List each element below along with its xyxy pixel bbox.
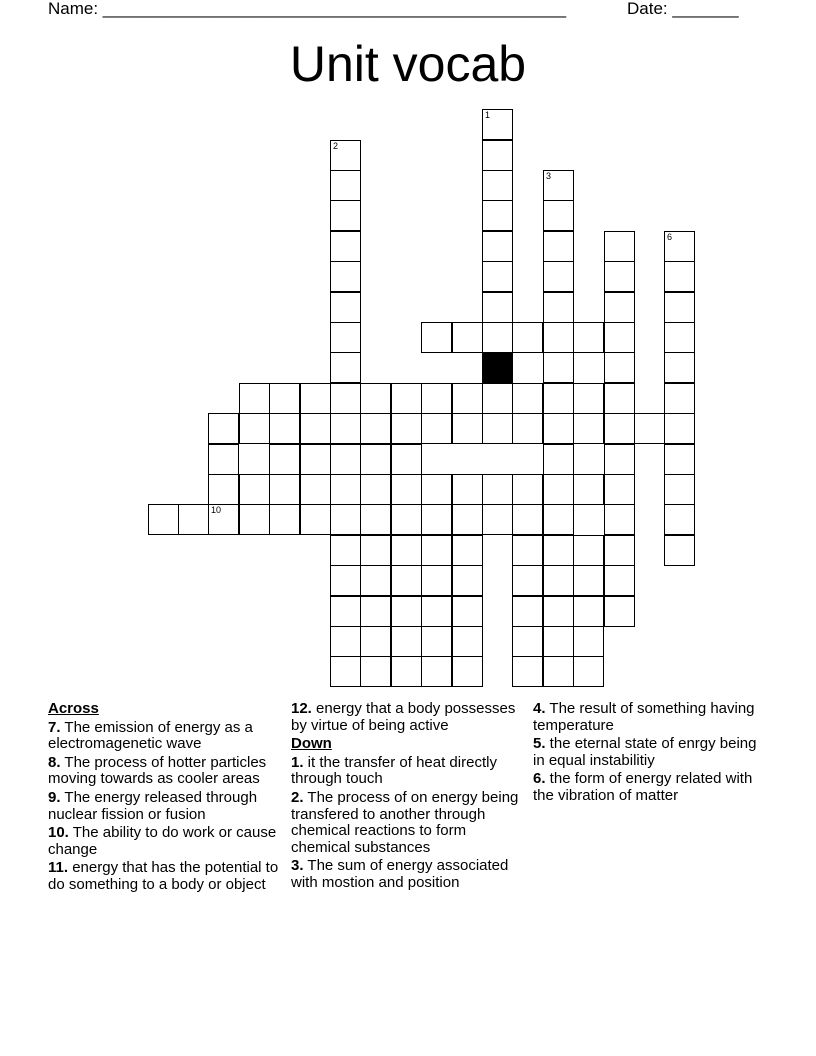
- grid-cell[interactable]: [664, 352, 695, 383]
- grid-cell[interactable]: [482, 504, 513, 535]
- clue-number-label: 1: [485, 110, 491, 120]
- grid-cell[interactable]: [269, 444, 300, 475]
- grid-cell[interactable]: [330, 292, 361, 323]
- clue-across-8: [48, 755, 280, 788]
- clue-number: 1.: [291, 753, 304, 771]
- clue-number-label: 2: [333, 141, 339, 151]
- grid-cell[interactable]: [512, 565, 543, 596]
- grid-cell[interactable]: [573, 626, 604, 657]
- grid-cell[interactable]: [391, 504, 422, 535]
- grid-cell[interactable]: [208, 504, 239, 535]
- grid-cell[interactable]: [543, 444, 574, 475]
- grid-cell[interactable]: [664, 444, 695, 475]
- clue-number: 6.: [533, 770, 546, 788]
- grid-cell[interactable]: [330, 140, 361, 171]
- clue-across-11: [48, 860, 280, 893]
- clue-text: the form of energy related with the vibration of matter: [533, 770, 753, 804]
- clue-down-6: [533, 771, 765, 804]
- grid-cell[interactable]: [604, 504, 635, 535]
- grid-cell[interactable]: [482, 109, 513, 140]
- grid-cell[interactable]: [512, 474, 543, 505]
- grid-cell[interactable]: [269, 504, 300, 535]
- grid-cell[interactable]: [178, 504, 209, 535]
- grid-cell[interactable]: [543, 200, 574, 231]
- clue-number: 9.: [48, 788, 61, 806]
- clue-number-label: 10: [211, 505, 222, 515]
- grid-cell[interactable]: [664, 413, 695, 444]
- grid-cell[interactable]: [208, 413, 239, 444]
- grid-cell[interactable]: [482, 322, 513, 353]
- grid-cell[interactable]: [452, 383, 483, 414]
- grid-cell[interactable]: [452, 322, 483, 353]
- grid-cell[interactable]: [391, 474, 422, 505]
- grid-cell[interactable]: [664, 383, 695, 414]
- grid-cell[interactable]: [330, 626, 361, 657]
- grid-cell[interactable]: [421, 474, 452, 505]
- clues-column-2: [291, 701, 523, 894]
- clue-number: 7.: [48, 718, 61, 736]
- down-heading: Down: [291, 735, 332, 753]
- clue-number: 5.: [533, 735, 546, 753]
- grid-cell[interactable]: [391, 444, 422, 475]
- clue-text: the eternal state of enrgy being in equal instabilitiy: [533, 735, 757, 769]
- grid-cell[interactable]: [300, 444, 331, 475]
- name-field-label[interactable]: Name: _________________________________________________: [48, 0, 567, 18]
- grid-cell[interactable]: [482, 383, 513, 414]
- grid-cell[interactable]: [330, 444, 361, 475]
- grid-cell[interactable]: [512, 656, 543, 687]
- clue-number: 4.: [533, 700, 546, 717]
- grid-cell[interactable]: [391, 535, 422, 566]
- grid-cell[interactable]: [239, 504, 270, 535]
- grid-cell[interactable]: [452, 565, 483, 596]
- grid-cell[interactable]: [604, 352, 635, 383]
- grid-cell[interactable]: [604, 322, 635, 353]
- grid-cell[interactable]: [634, 413, 665, 444]
- grid-cell[interactable]: [360, 474, 391, 505]
- clue-number: 8.: [48, 753, 61, 771]
- grid-cell[interactable]: [543, 231, 574, 262]
- grid-cell[interactable]: [391, 565, 422, 596]
- grid-cell[interactable]: [482, 474, 513, 505]
- grid-cell[interactable]: [482, 200, 513, 231]
- grid-cell[interactable]: [543, 352, 574, 383]
- grid-cell[interactable]: [664, 322, 695, 353]
- grid-cell[interactable]: [330, 474, 361, 505]
- grid-cell[interactable]: [543, 474, 574, 505]
- grid-cell[interactable]: [452, 626, 483, 657]
- grid-cell[interactable]: [421, 565, 452, 596]
- grid-cell[interactable]: [512, 383, 543, 414]
- clue-across-7: [48, 720, 280, 753]
- grid-cell[interactable]: [300, 413, 331, 444]
- grid-cell[interactable]: [421, 656, 452, 687]
- clue-text: it the transfer of heat directly through touch: [291, 753, 497, 788]
- grid-cell[interactable]: [360, 535, 391, 566]
- grid-cell[interactable]: [543, 413, 574, 444]
- grid-cell[interactable]: [604, 565, 635, 596]
- grid-cell[interactable]: [360, 504, 391, 535]
- grid-cell[interactable]: [604, 231, 635, 262]
- page-title: Unit vocab: [289, 36, 527, 92]
- grid-cell[interactable]: [482, 170, 513, 201]
- grid-cell[interactable]: [482, 413, 513, 444]
- grid-cell[interactable]: [452, 504, 483, 535]
- grid-cell[interactable]: [573, 474, 604, 505]
- grid-cell[interactable]: [543, 170, 574, 201]
- grid-cell[interactable]: [573, 383, 604, 414]
- grid-cell[interactable]: [543, 383, 574, 414]
- grid-cell[interactable]: [330, 656, 361, 687]
- grid-cell[interactable]: [421, 596, 452, 627]
- grid-cell[interactable]: [664, 504, 695, 535]
- clue-number-label: 3: [546, 171, 552, 181]
- grid-cell[interactable]: [482, 231, 513, 262]
- clue-number: 3.: [291, 857, 304, 875]
- grid-cell[interactable]: [664, 474, 695, 505]
- date-field-label[interactable]: Date: _______: [627, 0, 739, 18]
- grid-cell[interactable]: [604, 474, 635, 505]
- clue-text: The process of on energy being transfered to another through chemical reactions to form chemical substances: [291, 788, 519, 856]
- grid-cell[interactable]: [330, 413, 361, 444]
- grid-cell[interactable]: [604, 413, 635, 444]
- grid-block: [482, 352, 513, 383]
- grid-cell[interactable]: [330, 596, 361, 627]
- grid-cell[interactable]: [512, 596, 543, 627]
- grid-cell[interactable]: [452, 596, 483, 627]
- grid-cell[interactable]: [421, 535, 452, 566]
- grid-cell[interactable]: [543, 626, 574, 657]
- grid-cell[interactable]: [208, 444, 239, 475]
- grid-cell[interactable]: [604, 444, 635, 475]
- grid-cell[interactable]: [421, 626, 452, 657]
- grid-cell[interactable]: [391, 596, 422, 627]
- grid-cell[interactable]: [391, 626, 422, 657]
- grid-cell[interactable]: [573, 413, 604, 444]
- clue-down-4: [533, 701, 765, 734]
- grid-cell[interactable]: [512, 504, 543, 535]
- clue-text: energy that a body possesses by virtue of being active: [291, 700, 516, 734]
- clue-text: The ability to do work or cause change: [48, 824, 277, 858]
- clue-down-2: [291, 790, 523, 856]
- grid-cell[interactable]: [452, 656, 483, 687]
- grid-cell[interactable]: [300, 474, 331, 505]
- clue-across-12: [291, 701, 523, 734]
- grid-cell[interactable]: [269, 383, 300, 414]
- grid-cell[interactable]: [543, 292, 574, 323]
- clue-number: 10.: [48, 824, 69, 842]
- grid-cell[interactable]: [543, 596, 574, 627]
- grid-cell[interactable]: [360, 444, 391, 475]
- grid-cell[interactable]: [239, 383, 270, 414]
- grid-cell[interactable]: [604, 535, 635, 566]
- grid-cell[interactable]: [421, 504, 452, 535]
- grid-cell[interactable]: [512, 535, 543, 566]
- clue-text: The energy released through nuclear fission or fusion: [48, 788, 258, 823]
- grid-cell[interactable]: [391, 413, 422, 444]
- grid-cell[interactable]: [543, 322, 574, 353]
- clue-down-1: [291, 755, 523, 788]
- clues-column-3: [533, 701, 765, 807]
- clue-number: 2.: [291, 788, 304, 806]
- grid-cell[interactable]: [239, 474, 270, 505]
- grid-cell[interactable]: [360, 596, 391, 627]
- across-heading: Across: [48, 700, 99, 717]
- grid-cell[interactable]: [512, 413, 543, 444]
- grid-cell[interactable]: [604, 383, 635, 414]
- grid-cell[interactable]: [543, 261, 574, 292]
- grid-cell[interactable]: [300, 504, 331, 535]
- grid-cell[interactable]: [664, 261, 695, 292]
- grid-cell[interactable]: [664, 231, 695, 262]
- clue-down-5: [533, 736, 765, 769]
- grid-cell[interactable]: [208, 474, 239, 505]
- grid-cell[interactable]: [543, 565, 574, 596]
- grid-cell[interactable]: [604, 596, 635, 627]
- grid-cell[interactable]: [269, 474, 300, 505]
- grid-cell[interactable]: [330, 352, 361, 383]
- grid-cell[interactable]: [330, 565, 361, 596]
- grid-cell[interactable]: [452, 474, 483, 505]
- grid-cell[interactable]: [452, 413, 483, 444]
- grid-cell[interactable]: [664, 535, 695, 566]
- grid-cell[interactable]: [330, 231, 361, 262]
- grid-cell[interactable]: [391, 383, 422, 414]
- grid-cell[interactable]: [543, 535, 574, 566]
- grid-cell[interactable]: [604, 292, 635, 323]
- grid-cell[interactable]: [330, 504, 361, 535]
- clue-text: The process of hotter particles moving towards as cooler areas: [48, 753, 267, 788]
- grid-cell[interactable]: [512, 322, 543, 353]
- clue-number: 11.: [48, 859, 69, 877]
- grid-cell[interactable]: [573, 535, 604, 566]
- grid-cell[interactable]: [664, 292, 695, 323]
- grid-cell[interactable]: [148, 504, 179, 535]
- grid-cell[interactable]: [391, 656, 422, 687]
- grid-cell[interactable]: [360, 656, 391, 687]
- clue-across-9: [48, 790, 280, 823]
- grid-cell[interactable]: [360, 565, 391, 596]
- grid-cell[interactable]: [330, 383, 361, 414]
- grid-cell[interactable]: [269, 413, 300, 444]
- clue-text: The emission of energy as a electromagenetic wave: [48, 718, 253, 753]
- grid-cell[interactable]: [360, 383, 391, 414]
- grid-cell[interactable]: [330, 261, 361, 292]
- grid-cell[interactable]: [330, 170, 361, 201]
- clue-text: The sum of energy associated with mostion and position: [291, 857, 509, 891]
- grid-cell[interactable]: [573, 565, 604, 596]
- grid-cell[interactable]: [452, 535, 483, 566]
- grid-cell[interactable]: [421, 322, 452, 353]
- grid-cell[interactable]: [482, 292, 513, 323]
- grid-cell[interactable]: [482, 140, 513, 171]
- clue-across-10: [48, 825, 280, 858]
- grid-cell[interactable]: [573, 656, 604, 687]
- grid-cell[interactable]: [512, 626, 543, 657]
- grid-cell[interactable]: [330, 200, 361, 231]
- grid-cell[interactable]: [604, 261, 635, 292]
- grid-cell[interactable]: [300, 383, 331, 414]
- grid-cell[interactable]: [543, 656, 574, 687]
- grid-cell[interactable]: [330, 322, 361, 353]
- clue-down-3: [291, 858, 523, 891]
- grid-cell[interactable]: [482, 261, 513, 292]
- clue-number: 12.: [291, 700, 312, 717]
- grid-cell[interactable]: [421, 413, 452, 444]
- clues-column-1: [48, 701, 280, 896]
- grid-cell[interactable]: [330, 535, 361, 566]
- grid-cell[interactable]: [421, 383, 452, 414]
- grid-cell[interactable]: [360, 626, 391, 657]
- grid-cell[interactable]: [573, 322, 604, 353]
- clue-number-label: 6: [667, 232, 673, 242]
- grid-cell[interactable]: [360, 413, 391, 444]
- grid-cell[interactable]: [239, 413, 270, 444]
- clue-text: The result of something having temperature: [533, 700, 755, 734]
- clue-text: energy that has the potential to do something to a body or object: [48, 859, 279, 893]
- grid-cell[interactable]: [543, 504, 574, 535]
- grid-cell[interactable]: [573, 596, 604, 627]
